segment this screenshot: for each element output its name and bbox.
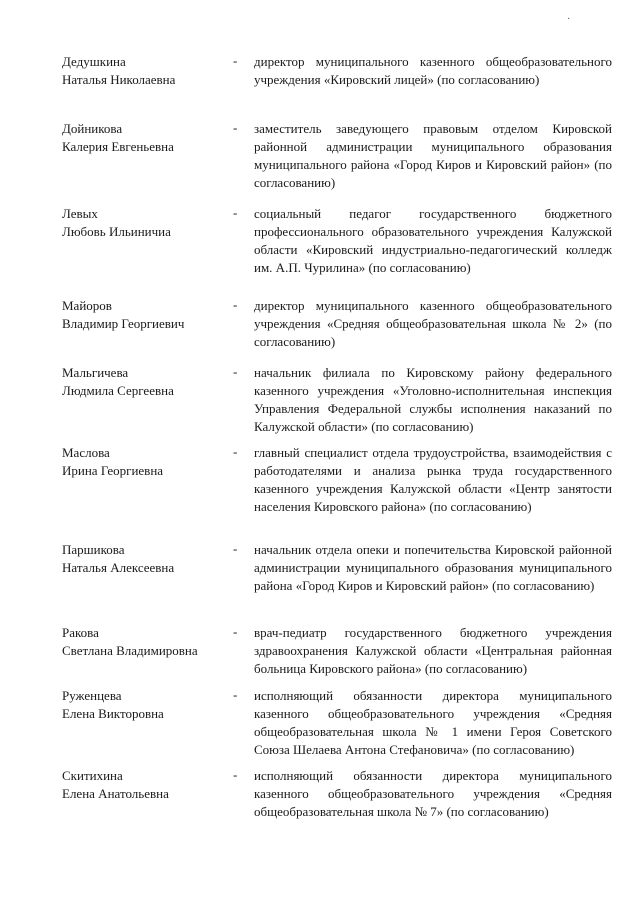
member-position: начальник отдела опеки и попечительства Кировской районной администрации муниципального образования муниципального района «Город Киров и Кировский район» (по согласованию) bbox=[254, 542, 612, 593]
member-position: директор муниципального казенного общеобразовательного учреждения «Кировский лицей» (по согласованию) bbox=[254, 54, 612, 87]
member-given-names: Елена Викторовна bbox=[62, 706, 164, 721]
member-name bbox=[62, 541, 232, 577]
dash-separator: - bbox=[233, 444, 238, 459]
member-position: врач-педиатр государственного бюджетного учреждения здравоохранения Калужской области «Центральная районная больница Кировского района» (по согласованию) bbox=[254, 625, 612, 676]
member-given-names: Владимир Георгиевич bbox=[62, 316, 185, 331]
member-position: начальник филиала по Кировскому району федерального казенного учреждения «Уголовно-исполнительная инспекция Управления Федеральной службы исполнения наказаний по Калужской области» (по согласованию) bbox=[254, 365, 612, 434]
member-given-names: Елена Анатольевна bbox=[62, 786, 169, 801]
member-given-names: Любовь Ильиничиа bbox=[62, 224, 171, 239]
member-surname: Дедушкина bbox=[62, 54, 126, 69]
dash-separator: - bbox=[233, 53, 238, 68]
dash-separator: - bbox=[233, 767, 238, 782]
member-name bbox=[62, 297, 232, 333]
member-surname: Дойникова bbox=[62, 121, 123, 136]
member-name bbox=[62, 767, 232, 803]
dash-separator: - bbox=[233, 120, 238, 135]
member-position: исполняющий обязанности директора муниципального казенного общеобразовательного учреждения «Средняя общеобразовательная школа № 1 имени Героя Советского Союза Шелаева Антона Стефановича» (по согласованию) bbox=[254, 688, 612, 757]
member-name bbox=[62, 687, 232, 723]
member-given-names: Светлана Владимировна bbox=[62, 643, 198, 658]
member-given-names: Людмила Сергеевна bbox=[62, 383, 174, 398]
member-surname: Майоров bbox=[62, 298, 112, 313]
member-name bbox=[62, 53, 232, 89]
member-position: заместитель заведующего правовым отделом Кировской районной администрации муниципального образования муниципального района «Город Киров и Кировский район» (по согласованию) bbox=[254, 121, 612, 190]
page-mark: · bbox=[567, 14, 571, 25]
member-given-names: Ирина Георгиевна bbox=[62, 463, 164, 478]
member-surname: Левых bbox=[62, 206, 98, 221]
dash-separator: - bbox=[233, 624, 238, 639]
member-surname: Маслова bbox=[62, 445, 110, 460]
dash-separator: - bbox=[233, 541, 238, 556]
member-given-names: Наталья Алексеевна bbox=[62, 560, 175, 575]
member-surname: Ракова bbox=[62, 625, 99, 640]
member-position: директор муниципального казенного общеобразовательного учреждения «Средняя общеобразовательная школа № 2» (по согласованию) bbox=[254, 298, 612, 349]
dash-separator: - bbox=[233, 364, 238, 379]
member-position: социальный педагог государственного бюджетного профессионального образовательного учреждения Калужской области «Кировский индустриально-педагогический колледж им. А.П. Чурилина» (по согласованию) bbox=[254, 206, 612, 275]
member-name bbox=[62, 120, 232, 156]
member-position: исполняющий обязанности директора муниципального казенного общеобразовательного учреждения «Средняя общеобразовательная школа № 7» (по согласованию) bbox=[254, 768, 612, 819]
dash-separator: - bbox=[233, 297, 238, 312]
member-surname: Мальгичева bbox=[62, 365, 129, 380]
dash-separator: - bbox=[233, 205, 238, 220]
dash-separator: - bbox=[233, 687, 238, 702]
member-surname: Руженцева bbox=[62, 688, 122, 703]
member-name bbox=[62, 624, 232, 660]
member-given-names: Наталья Николаевна bbox=[62, 72, 176, 87]
member-surname: Скитихина bbox=[62, 768, 123, 783]
member-position: главный специалист отдела трудоустройства, взаимодействия с работодателями и анализа рынка труда государственного казенного учреждения Калужской области «Центр занятости населения Кировского района» (по согласованию) bbox=[254, 445, 612, 514]
member-name bbox=[62, 444, 232, 480]
member-name bbox=[62, 364, 232, 400]
member-surname: Паршикова bbox=[62, 542, 125, 557]
member-given-names: Калерия Евгеньевна bbox=[62, 139, 174, 154]
member-name bbox=[62, 205, 232, 241]
